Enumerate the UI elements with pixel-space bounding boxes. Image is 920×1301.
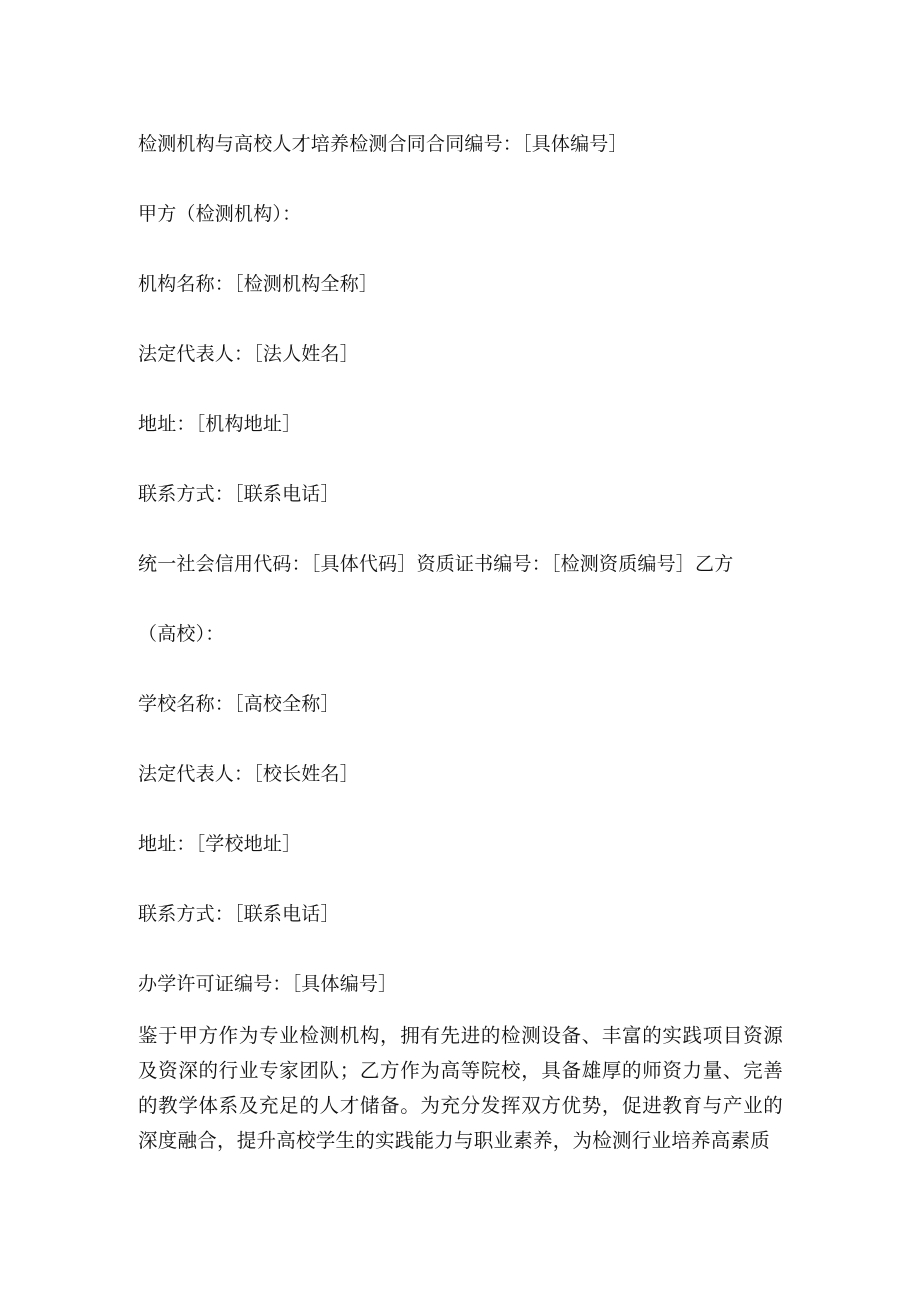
party-a-credit-code: 统一社会信用代码：［具体代码］资质证书编号：［检测资质编号］乙方 [138, 553, 734, 575]
party-a-address: 地址：［机构地址］ [138, 413, 302, 435]
party-b-heading: （高校）： [138, 623, 225, 645]
party-b-license: 办学许可证编号：［具体编号］ [138, 973, 398, 995]
party-a-contact: 联系方式：［联系电话］ [138, 483, 340, 505]
party-a-name: 机构名称：［检测机构全称］ [138, 273, 379, 295]
intro-paragraph: 鉴于甲方作为专业检测机构，拥有先进的检测设备、丰富的实践项目资源及资深的行业专家团队；乙方作为高等院校，具备雄厚的师资力量、完善的教学体系及充足的人才储备。为充分发挥双方优势，促进教育与产业的深度融合，提升高校学生的实践能力与职业素养，为检测行业培养高素质 [138, 1024, 783, 1152]
party-a-heading: 甲方（检测机构）： [138, 203, 302, 225]
party-b-contact: 联系方式：［联系电话］ [138, 903, 340, 925]
party-b-address: 地址：［学校地址］ [138, 833, 302, 855]
party-a-representative: 法定代表人：［法人姓名］ [138, 343, 359, 365]
party-b-name: 学校名称：［高校全称］ [138, 693, 340, 715]
party-b-representative: 法定代表人：［校长姓名］ [138, 763, 359, 785]
contract-title: 检测机构与高校人才培养检测合同合同编号：［具体编号］ [138, 133, 628, 155]
